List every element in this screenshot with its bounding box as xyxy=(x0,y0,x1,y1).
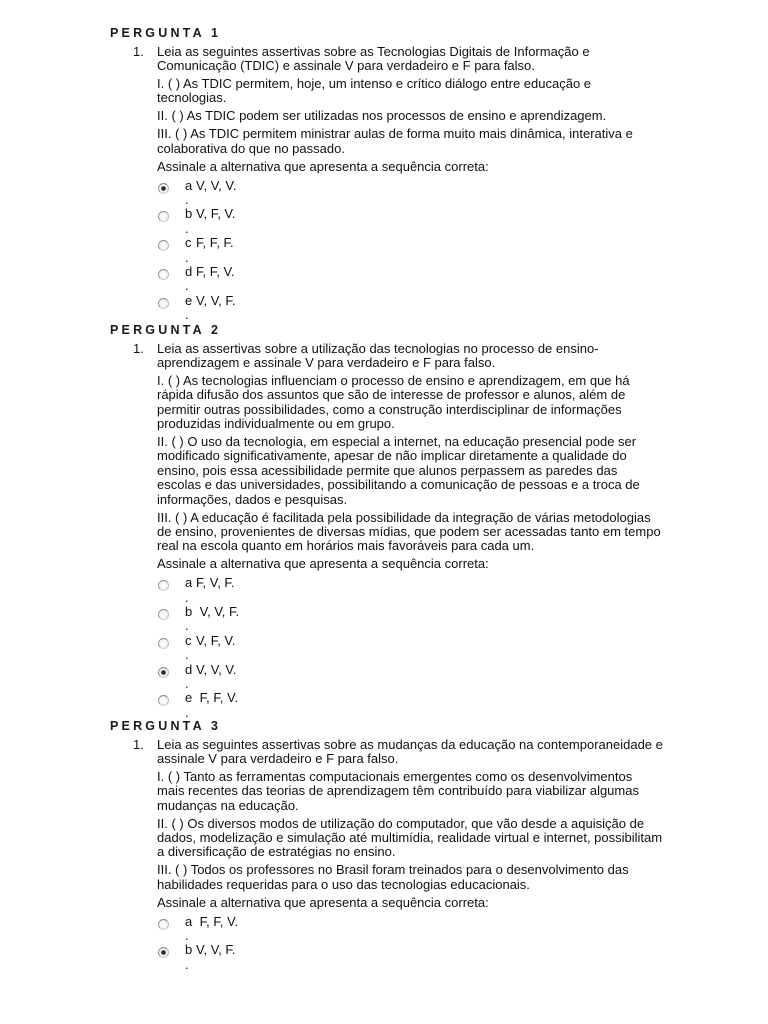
statement-line: I. ( ) Tanto as ferramentas computacionais emergentes como os desenvolvimentos xyxy=(157,768,633,784)
statement-line: I. ( ) As tecnologias influenciam o processo de ensino e aprendizagem, em que há xyxy=(157,372,630,388)
question-number: 1. xyxy=(133,736,144,752)
question-content xyxy=(157,738,768,973)
option-text: F, F, V. xyxy=(196,913,239,929)
option-text: F, V, F. xyxy=(196,575,235,591)
option-c-radio[interactable] xyxy=(158,240,169,251)
option-b-radio[interactable] xyxy=(158,947,169,958)
statement-ii xyxy=(157,435,768,507)
option-e-radio[interactable] xyxy=(158,695,169,706)
option-text: V, V, F. xyxy=(196,942,236,958)
answer-option-e[interactable] xyxy=(157,691,768,720)
statement-iii xyxy=(157,127,768,156)
option-letter: d. xyxy=(185,661,193,692)
statement-iii xyxy=(157,511,768,554)
option-text: V, V, F. xyxy=(196,292,236,308)
statement-ii xyxy=(157,109,768,123)
instruction-line: Assinale a alternativa que apresenta a sequência correta: xyxy=(157,158,489,174)
option-letter: a. xyxy=(185,177,193,207)
prompt-line: Leia as seguintes assertivas sobre as Tecnologias Digitais de Informação e xyxy=(157,43,590,59)
statement-line: habilidades requeridas para o uso das tecnologias educacionais. xyxy=(157,876,530,892)
statement-line: informações, dados e pesquisas. xyxy=(157,491,348,507)
option-text: V, V, V. xyxy=(196,177,237,193)
statement-line: II. ( ) O uso da tecnologia, em especial a internet, na educação presencial pode ser xyxy=(157,434,637,450)
question-body xyxy=(0,738,768,973)
option-letter: d. xyxy=(185,263,193,294)
option-letter: a. xyxy=(185,575,193,605)
statement-iii xyxy=(157,863,768,892)
answer-option-b[interactable] xyxy=(157,605,768,634)
prompt-line: Leia as seguintes assertivas sobre as mudanças da educação na contemporaneidade e xyxy=(157,736,663,752)
statement-line: escolas e das universidades, possibilitando a comunicação de pessoas e a troca de xyxy=(157,477,640,493)
option-e-radio[interactable] xyxy=(158,298,169,309)
option-text: F, F, V. xyxy=(196,690,239,706)
option-a-radio[interactable] xyxy=(158,919,169,930)
answer-option-d[interactable] xyxy=(157,663,768,692)
question-instruction xyxy=(157,557,768,571)
option-text: V, V, F. xyxy=(196,604,240,620)
question-prompt xyxy=(157,45,768,74)
option-text: F, F, F. xyxy=(196,235,234,251)
answer-option-a[interactable] xyxy=(157,576,768,605)
option-letter: b. xyxy=(185,206,193,236)
option-text: F, F, V. xyxy=(196,263,235,279)
statement-line: ensino, pois essa acessibilidade permite que alunos perpassem as paredes das xyxy=(157,462,618,478)
statement-line: de ensino, provenientes de diversas mídias, que podem ser acessadas tanto em tempo xyxy=(157,523,661,539)
option-a-radio[interactable] xyxy=(158,183,169,194)
statement-line: dados, modelização e simulação até multimídia, realidade virtual e internet, possibilitam xyxy=(157,830,663,846)
statement-i xyxy=(157,770,768,813)
statement-line: modificado significativamente, apesar de não implicar diretamente a qualidade do xyxy=(157,448,627,464)
instruction-line: Assinale a alternativa que apresenta a sequência correta: xyxy=(157,894,489,910)
question-body xyxy=(0,45,768,323)
option-b-radio[interactable] xyxy=(158,609,169,620)
answer-option-e[interactable] xyxy=(157,294,768,323)
option-letter: e. xyxy=(185,292,193,323)
option-c-radio[interactable] xyxy=(158,638,169,649)
option-letter: b. xyxy=(185,604,193,634)
prompt-line: assinale V para verdadeiro e F para falso. xyxy=(157,750,399,766)
option-letter: c. xyxy=(185,235,192,265)
prompt-line: Comunicação (TDIC) e assinale V para verdadeiro e F para falso. xyxy=(157,57,535,73)
question-heading: PERGUNTA 3 xyxy=(110,719,222,733)
statement-line: real na escola quanto em horários mais favoráveis para cada um. xyxy=(157,538,535,554)
answer-option-c[interactable] xyxy=(157,634,768,663)
option-letter: a. xyxy=(185,913,193,944)
option-text: V, V, V. xyxy=(196,661,237,677)
option-text: V, F, V. xyxy=(196,206,236,222)
statement-line: mudanças na educação. xyxy=(157,797,299,813)
question-1 xyxy=(0,26,768,322)
statement-line: mais recentes das teorias de aprendizagem têm contribuído para viabilizar algumas xyxy=(157,783,639,799)
option-d-radio[interactable] xyxy=(158,667,169,678)
answer-options xyxy=(157,576,768,720)
statement-ii xyxy=(157,817,768,860)
statement-line: III. ( ) Todos os professores no Brasil foram treinados para o desenvolvimento das xyxy=(157,862,629,878)
answer-option-a[interactable] xyxy=(157,179,768,208)
option-d-radio[interactable] xyxy=(158,269,169,280)
question-number: 1. xyxy=(133,340,144,356)
prompt-line: Leia as assertivas sobre a utilização das tecnologias no processo de ensino- xyxy=(157,340,599,356)
question-prompt xyxy=(157,738,768,767)
answer-option-a[interactable] xyxy=(157,915,768,944)
question-prompt xyxy=(157,342,768,371)
answer-options xyxy=(157,179,768,323)
question-body xyxy=(0,342,768,721)
question-heading: PERGUNTA 1 xyxy=(110,26,222,40)
statement-line: III. ( ) A educação é facilitada pela possibilidade da integração de várias metodologias xyxy=(157,509,651,525)
answer-option-b[interactable] xyxy=(157,207,768,236)
answer-option-d[interactable] xyxy=(157,265,768,294)
answer-option-c[interactable] xyxy=(157,236,768,265)
option-letter: c. xyxy=(185,632,192,663)
statement-line: II. ( ) As TDIC podem ser utilizadas nos processos de ensino e aprendizagem. xyxy=(157,108,607,124)
question-content xyxy=(157,45,768,323)
option-text: V, F, V. xyxy=(196,632,236,648)
statement-line: colaborativa do que no passado. xyxy=(157,140,345,156)
statement-line: III. ( ) As TDIC permitem ministrar aulas de forma muito mais dinâmica, interativa e xyxy=(157,126,633,142)
instruction-line: Assinale a alternativa que apresenta a sequência correta: xyxy=(157,556,489,572)
statement-line: II. ( ) Os diversos modos de utilização do computador, que vão desde a aquisição de xyxy=(157,815,645,831)
answer-option-b[interactable] xyxy=(157,943,768,972)
statement-i xyxy=(157,374,768,432)
statement-line: a diversificação de estratégias no ensino. xyxy=(157,844,396,860)
question-instruction xyxy=(157,160,768,174)
option-a-radio[interactable] xyxy=(158,580,169,591)
question-2 xyxy=(0,323,768,720)
option-letter: e. xyxy=(185,690,193,720)
statement-line: produzidas individualmente ou em grupo. xyxy=(157,416,395,432)
statement-line: rápida difusão dos assuntos que são de interesse de professor e alunos, além de xyxy=(157,387,626,403)
option-letter: b. xyxy=(185,942,193,972)
question-heading: PERGUNTA 2 xyxy=(110,323,222,337)
statement-line: tecnologias. xyxy=(157,90,227,106)
question-instruction xyxy=(157,896,768,910)
question-content xyxy=(157,342,768,721)
statement-line: permitir outras possibilidades, como a construção interdisciplinar de informações xyxy=(157,401,622,417)
statement-i xyxy=(157,77,768,106)
option-b-radio[interactable] xyxy=(158,211,169,222)
prompt-line: aprendizagem e assinale V para verdadeiro e F para falso. xyxy=(157,354,496,370)
question-number: 1. xyxy=(133,43,144,59)
statement-line: I. ( ) As TDIC permitem, hoje, um intenso e crítico diálogo entre educação e xyxy=(157,75,592,91)
answer-options xyxy=(157,915,768,973)
question-3 xyxy=(0,719,768,972)
